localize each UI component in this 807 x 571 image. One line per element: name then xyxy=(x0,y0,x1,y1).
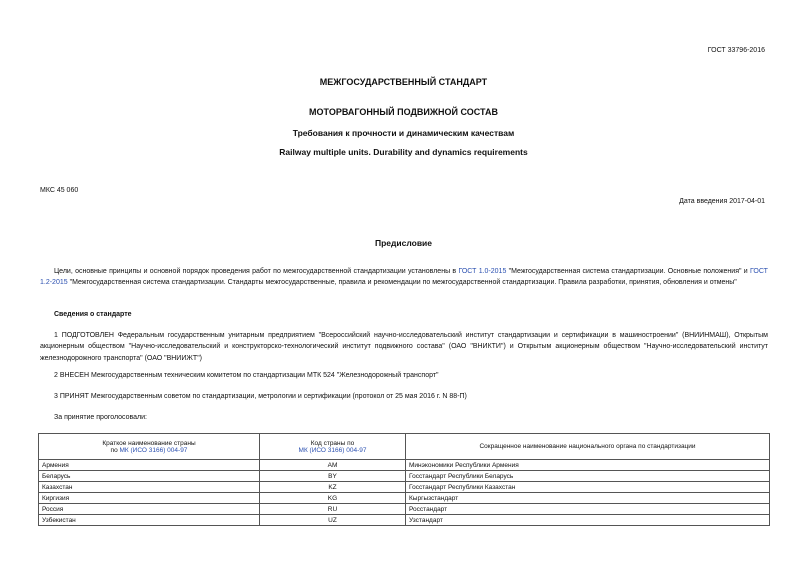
header-country-name: Краткое наименование страны по МК (ИСО 3166) 004-97 xyxy=(39,434,260,460)
standard-info-heading: Сведения о стандарте xyxy=(54,311,132,318)
table-row: Армения AM Минэкономики Республики Армения xyxy=(39,460,770,471)
p1-text-a: Цели, основные принципы и основной порядок проведения работ по межгосударственной стандартизации установлены в xyxy=(54,268,459,275)
foreword-paragraph-adopted: 3 ПРИНЯТ Межгосударственным советом по стандартизации, метрологии и сертификации (протокол от 25 мая 2016 г. N 88-П) xyxy=(54,393,467,400)
document-subtitle-en: Railway multiple units. Durability and dynamics requirements xyxy=(279,147,528,157)
foreword-paragraph-voted: За принятие проголосовали: xyxy=(54,414,147,421)
gost-1-2-link[interactable]: ГОСТ 1.2-2015 xyxy=(40,268,768,287)
foreword-paragraph-submitted: 2 ВНЕСЕН Межгосударственным техническим комитетом по стандартизации МТК 524 "Железнодорожный транспорт" xyxy=(54,372,439,379)
p1-text-b: "Межгосударственная система стандартизации. Основные положения" и xyxy=(506,268,751,275)
table-row: Казахстан KZ Госстандарт Республики Казахстан xyxy=(39,482,770,493)
p1-text-c: "Межгосударственная система стандартизации. Стандарты межгосударственные, правила и рекомендации по межгосударственной стандартизации. Правила разработки, принятия, обновления и отмены" xyxy=(67,279,737,287)
document-code: ГОСТ 33796-2016 xyxy=(707,47,765,54)
table-row: Узбекистан UZ Узстандарт xyxy=(39,515,770,526)
introduction-date: Дата введения 2017-04-01 xyxy=(679,198,765,205)
foreword-heading: Предисловие xyxy=(374,238,433,248)
voting-countries-table xyxy=(38,433,770,526)
table-row: Беларусь BY Госстандарт Республики Беларусь xyxy=(39,471,770,482)
mk-iso-3166-link[interactable]: МК (ИСО 3166) 004-97 xyxy=(298,446,367,454)
document-title: МОТОРВАГОННЫЙ ПОДВИЖНОЙ СОСТАВ xyxy=(309,107,498,117)
mk-iso-3166-link[interactable]: МК (ИСО 3166) 004-97 xyxy=(119,446,188,454)
table-row: Киргизия KG Кыргызстандарт xyxy=(39,493,770,504)
foreword-paragraph-prepared: 1 ПОДГОТОВЛЕН Федеральным государственным унитарным предприятием "Всероссийский научно-исследовательский институт стандартизации и сертификации в машиностроении" (ВНИИНМАШ), Открытым акционерным обществом "Научно-исследовательский и конструкторско-технологический институт подвижного состава" (ОАО "ВНИКТИ") и Открытым акционерным обществом "Научно-исследовательский институт железнодорожного транспорта" (ОАО "ВНИИЖТ") xyxy=(40,332,768,362)
table-row: Россия RU Росстандарт xyxy=(39,504,770,515)
mks-code: МКС 45 060 xyxy=(40,187,79,194)
gost-1-0-link[interactable]: ГОСТ 1.0-2015 xyxy=(458,268,507,275)
standard-type-heading: МЕЖГОСУДАРСТВЕННЫЙ СТАНДАРТ xyxy=(319,77,488,87)
header-country-code: Код страны по МК (ИСО 3166) 004-97 xyxy=(260,434,406,460)
header-standards-body: Сокращенное наименование национального органа по стандартизации xyxy=(406,434,770,460)
document-subtitle: Требования к прочности и динамическим качествам xyxy=(292,128,515,138)
foreword-paragraph-1 xyxy=(40,266,768,289)
table-header-row xyxy=(39,434,770,460)
